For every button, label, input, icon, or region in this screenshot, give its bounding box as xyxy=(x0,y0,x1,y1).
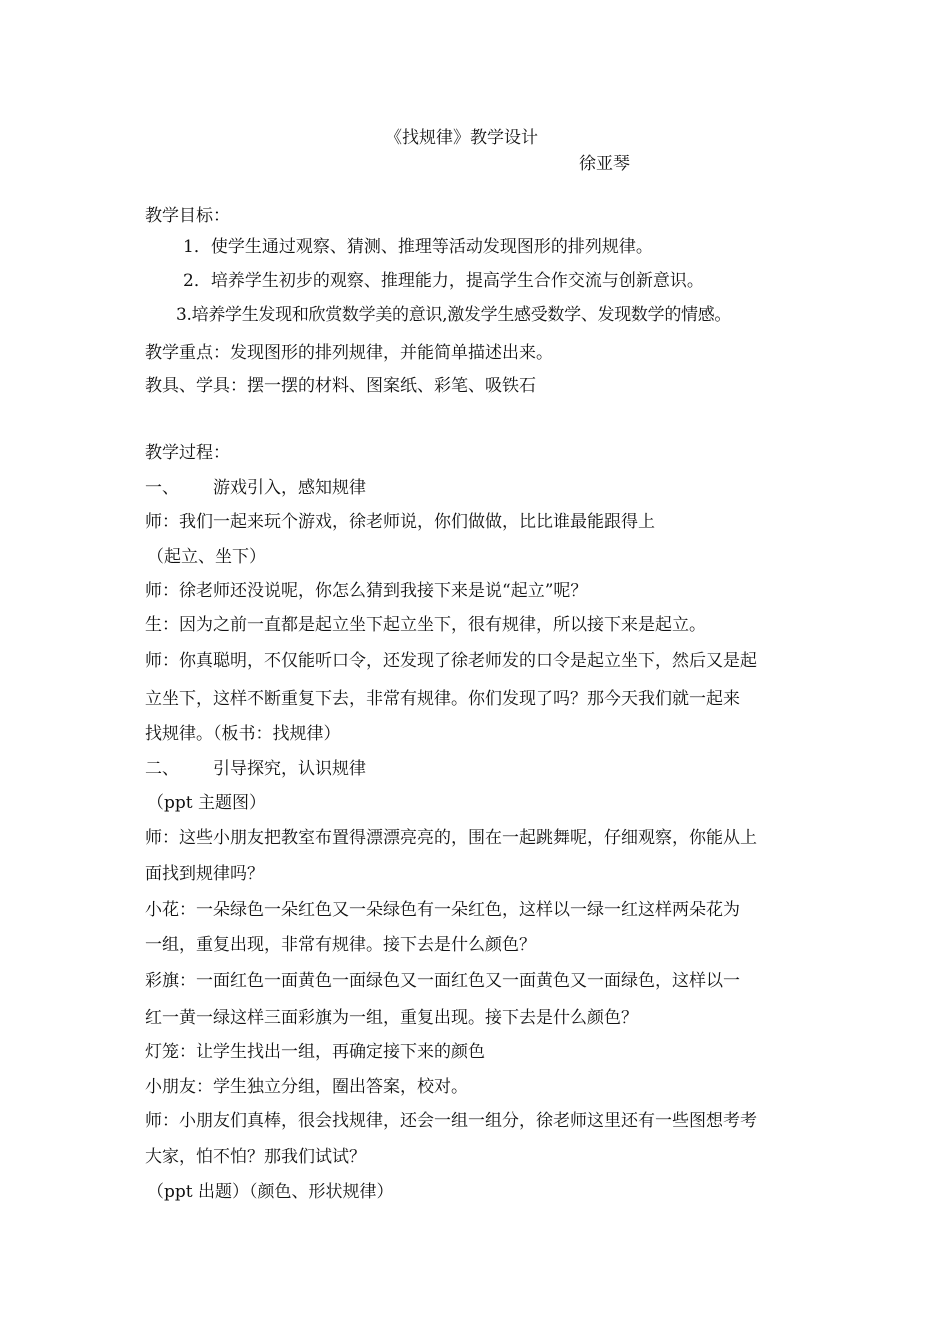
section-heading-2 xyxy=(145,758,366,780)
section-title: 引导探究，认识规律 xyxy=(213,759,366,779)
process-heading: 教学过程： xyxy=(145,443,230,463)
paragraph-line: 灯笼：让学生找出一组，再确定接下来的颜色 xyxy=(145,1042,485,1062)
document-title: 《找规律》教学设计 xyxy=(385,128,538,148)
paragraph-line: 生：因为之前一直都是起立坐下起立坐下，很有规律，所以接下来是起立。 xyxy=(145,615,706,635)
paragraph-line: 师：我们一起来玩个游戏，徐老师说，你们做做，比比谁最能跟得上 xyxy=(145,512,655,532)
paragraph-line: 小花：一朵绿色一朵红色又一朵绿色有一朵红色，这样以一绿一红这样两朵花为 xyxy=(145,900,740,920)
paragraph-line: 师：徐老师还没说呢，你怎么猜到我接下来是说“起立”呢？ xyxy=(145,581,588,601)
paragraph-line: 红一黄一绿这样三面彩旗为一组，重复出现。接下去是什么颜色？ xyxy=(145,1008,638,1028)
paragraph-line: 彩旗：一面红色一面黄色一面绿色又一面红色又一面黄色又一面绿色，这样以一 xyxy=(145,971,740,991)
document-author: 徐亚琴 xyxy=(579,154,630,174)
paragraph-line: 师：你真聪明，不仅能听口令，还发现了徐老师发的口令是起立坐下，然后又是起 xyxy=(145,651,757,671)
paragraph-line: 面找到规律吗？ xyxy=(145,864,264,884)
paragraph-line: 立坐下，这样不断重复下去，非常有规律。你们发现了吗？那今天我们就一起来 xyxy=(145,689,740,709)
paragraph-line: （ppt 出题）（颜色、形状规律） xyxy=(147,1182,394,1202)
paragraph-line: 师：小朋友们真棒，很会找规律，还会一组一组分，徐老师这里还有一些图想考考 xyxy=(145,1111,757,1131)
paragraph-line: 师：这些小朋友把教室布置得漂漂亮亮的，围在一起跳舞呢，仔细观察，你能从上 xyxy=(145,828,757,848)
paragraph-line: 一组，重复出现，非常有规律。接下去是什么颜色？ xyxy=(145,935,536,955)
paragraph-line: （起立、坐下） xyxy=(147,547,266,567)
teaching-focus: 教学重点：发现图形的排列规律，并能简单描述出来。 xyxy=(145,343,553,363)
goal-item-2: 2．培养学生初步的观察、推理能力，提高学生合作交流与创新意识。 xyxy=(183,271,704,291)
paragraph-line: 小朋友：学生独立分组，圈出答案，校对。 xyxy=(145,1077,468,1097)
goal-item-3: 3.培养学生发现和欣赏数学美的意识,激发学生感受数学、发现数学的情感。 xyxy=(176,305,732,325)
paragraph-line: 大家，怕不怕？那我们试试？ xyxy=(145,1147,366,1167)
section-title: 游戏引入，感知规律 xyxy=(213,478,366,498)
paragraph-line: （ppt 主题图） xyxy=(147,793,266,813)
section-number: 一、 xyxy=(145,478,179,498)
goal-item-1: 1．使学生通过观察、猜测、推理等活动发现图形的排列规律。 xyxy=(183,237,653,257)
section-heading-1 xyxy=(145,477,366,499)
teaching-materials: 教具、学具：摆一摆的材料、图案纸、彩笔、吸铁石 xyxy=(145,376,536,396)
goals-heading: 教学目标： xyxy=(145,206,230,226)
paragraph-line: 找规律。（板书：找规律） xyxy=(145,724,341,744)
section-number: 二、 xyxy=(145,759,179,779)
